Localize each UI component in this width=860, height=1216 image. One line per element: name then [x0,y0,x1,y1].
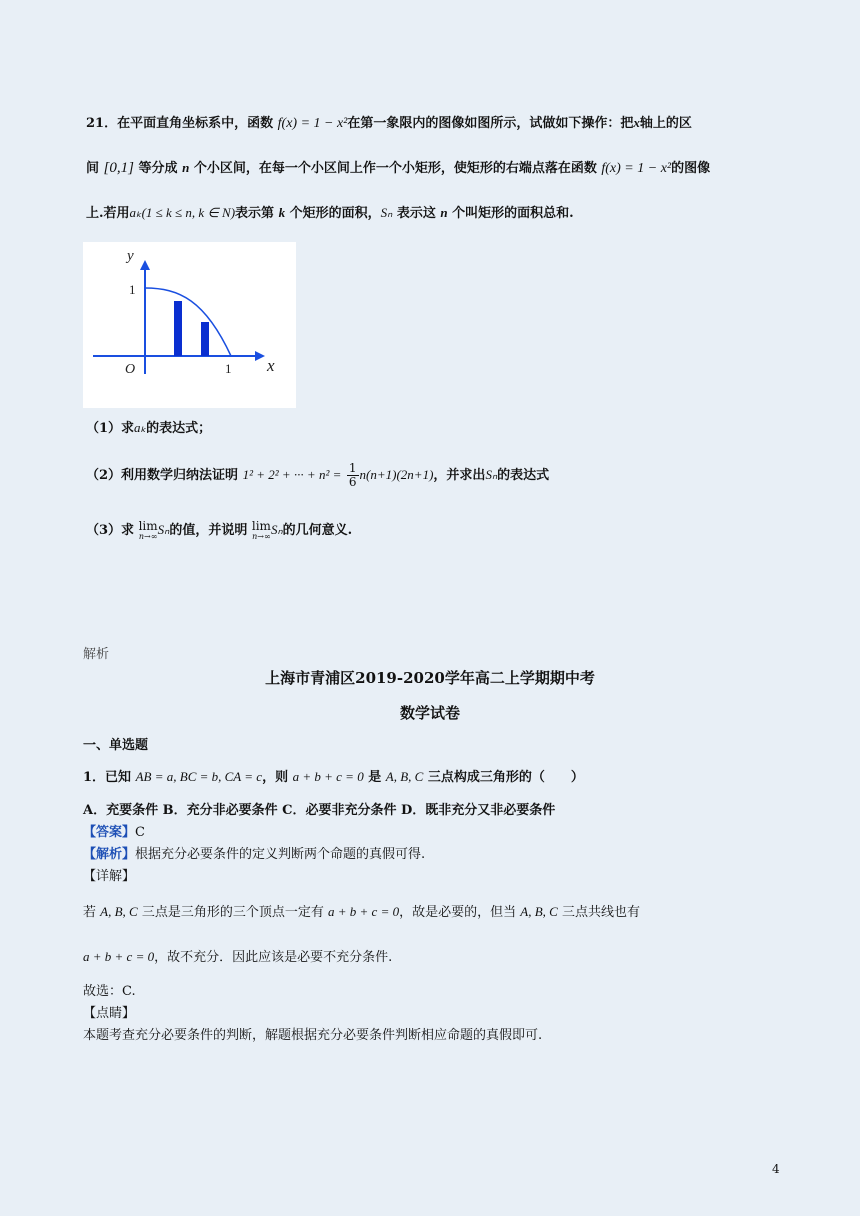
y-tick-label: 1 [129,282,136,297]
solution-label: 解析 [83,647,110,662]
subquestion-1: （1）求aₖ的表达式； [86,420,212,436]
y-axis-arrow [140,260,150,270]
options-line: A．充要条件 B．充分非必要条件 C．必要非充分条件 D．既非充分又非必要条件 [83,803,556,818]
subquestion-3: （3）求 lim n→∞ Sₙ的值，并说明 lim n→∞ Sₙ的几何意义. [86,519,353,541]
fraction: $\frac{1}{6}$ [348,461,357,489]
function-formula: f(x) = 1 − x² [277,116,348,131]
detail-line-2: a + b + c = 0，故不充分．因此应该是必要不充分条件. [83,949,393,965]
function-graph-figure [83,242,296,408]
function-formula: f(x) = 1 − x² [601,161,672,176]
graph-svg [83,242,296,408]
x-axis-arrow [255,351,265,361]
problem-number: 21． [86,116,118,131]
comment-line: 本题考查充分必要条件的判断，解题根据充分必要条件判断相应命题的真假即可. [83,1028,543,1043]
analysis-tag: 【解析】 [83,847,136,862]
section-heading: 一、单选题 [83,738,149,753]
detail-tag: 【详解】 [83,869,136,884]
page-number: 4 [772,1162,780,1176]
x-tick-label: 1 [225,361,232,376]
rectangle-bar [201,322,209,356]
interval: [0,1] [103,160,134,176]
analysis-line: 【解析】根据充分必要条件的定义判断两个命题的真假可得. [83,847,426,862]
origin-label: O [125,362,136,377]
choice-line: 故选：C. [83,984,136,999]
y-axis-label: y [127,248,134,264]
comment-tag: 【点睛】 [83,1006,136,1021]
question-1: 1．已知 AB = a, BC = b, CA = c，则 a + b + c = 0 是 A, B, C 三点构成三角形的（ ） [83,769,584,785]
problem-line-3: 上.若用aₖ(1 ≤ k ≤ n, k ∈ N)表示第 k 个矩形的面积，Sₙ 表示这 n 个叫矩形的面积总和. [86,205,574,221]
rectangle-bar [174,301,182,356]
curve [145,288,231,356]
sum-of-squares: 1² + 2² + ··· + n² = [242,467,342,482]
problem-line-2: 间 [0,1] 等分成 n 个小区间，在每一个小区间上作一个小矩形，使矩形的右端点落在函数 f(x) = 1 − x²的图像 [86,160,711,176]
vector-sum: a + b + c = 0 [292,769,364,784]
limit-expression: lim n→∞ [138,519,158,541]
solution-title: 上海市青浦区2019-2020学年高二上学期期中考 [265,669,595,687]
answer-tag: 【答案】 [83,825,136,840]
x-axis-label: x [267,356,275,375]
problem-line-1: 21．在平面直角坐标系中，函数 f(x) = 1 − x²在第一象限内的图像如图所示，试做如下操作：把x轴上的区 [86,115,692,131]
vector-definition: AB = a, BC = b, CA = c [135,769,263,784]
detail-line-1: 若 A, B, C 三点是三角形的三个顶点一定有 a + b + c = 0，故是必要的，但当 A, B, C 三点共线也有 [83,904,640,920]
answer-line: 【答案】C [83,825,145,840]
solution-subtitle: 数学试卷 [399,704,460,722]
limit-expression: lim n→∞ [251,519,271,541]
subquestion-2: （2）利用数学归纳法证明 1² + 2² + ··· + n² = $\frac{1}{6}$ n(n+1)(2n+1)，并求出Sₙ的表达式 [86,461,550,489]
ak-definition: aₖ(1 ≤ k ≤ n, k ∈ N) [129,205,236,220]
